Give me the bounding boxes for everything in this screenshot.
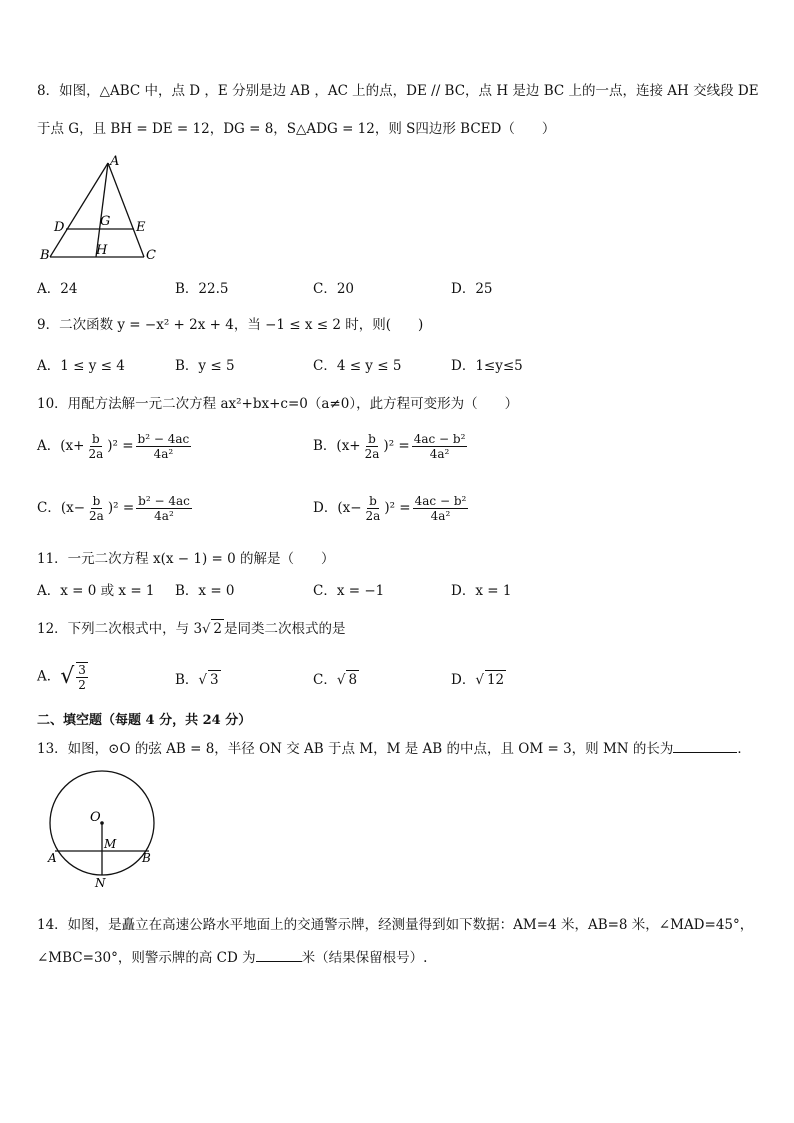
q8-option-d[interactable]: D．25 [451, 281, 493, 297]
q10-option-a[interactable]: A．(x+ $\frac{b}{2a}$ )² = $\frac{\text{b² − 4ac}}{\text{4a²}}$ [37, 432, 190, 461]
q12-option-a[interactable]: A．√ $\frac{3}{2}$ [37, 663, 86, 692]
label-D: D [54, 220, 65, 235]
circle-figure [44, 765, 164, 890]
label-G: G [100, 214, 111, 229]
q9-option-c[interactable]: C．4 ≤ y ≤ 5 [313, 358, 402, 374]
q11-option-c[interactable]: C．x = −1 [313, 583, 385, 599]
q12-option-d[interactable]: D．√ 12 [451, 672, 505, 688]
q11-option-a[interactable]: A．x = 0 或 x = 1 [37, 583, 155, 599]
q13-stem: 13．如图，⊙O 的弦 AB = 8，半径 ON 交 AB 于点 M，M 是 AB 的中点，且 OM = 3，则 MN 的长为 ． [37, 738, 751, 758]
q12-option-c[interactable]: C．√ 8 [313, 672, 358, 688]
q10-stem: 10．用配方法解一元二次方程 ax²+bx+c=0（a≠0），此方程可变形为（ ） [37, 396, 519, 412]
q11-option-d[interactable]: D．x = 1 [451, 583, 512, 599]
q8-stem-line2: 于点 G，且 BH = DE = 12，DG = 8，S△ADG = 12，则 S四边形 BCED（ ） [37, 121, 556, 137]
q14-answer-blank[interactable] [256, 947, 302, 962]
q10-option-d[interactable]: D．(x− $\frac{b}{2a}$ )² = $\frac{\text{4ac − b²}}{\text{4a²}}$ [313, 494, 467, 523]
label-E: E [136, 220, 146, 235]
label-A: A [48, 851, 57, 865]
q9-option-d[interactable]: D．1≤y≤5 [451, 358, 523, 374]
q9-stem: 9．二次函数 y = −x² + 2x + 4，当 −1 ≤ x ≤ 2 时，则( ) [37, 317, 424, 333]
q8-option-a[interactable]: A．24 [37, 281, 78, 297]
q9-option-a[interactable]: A．1 ≤ y ≤ 4 [37, 358, 125, 374]
q9-option-b[interactable]: B．y ≤ 5 [175, 358, 235, 374]
q14-stem-line1: 14．如图，是矗立在高速公路水平地面上的交通警示牌，经测量得到如下数据：AM=4 米，AB=8 米，∠MAD=45°， [37, 917, 754, 933]
label-H: H [96, 243, 108, 258]
q12-option-b[interactable]: B．√ 3 [175, 672, 219, 688]
q8-stem-line1: 8．如图，△ABC 中，点 D ，E 分别是边 AB ，AC 上的点，DE // BC，点 H 是边 BC 上的一点，连接 AH 交线段 DE [37, 83, 759, 99]
q8-option-c[interactable]: C．20 [313, 281, 355, 297]
label-O: O [90, 810, 101, 825]
q11-option-b[interactable]: B．x = 0 [175, 583, 235, 599]
label-B: B [40, 248, 50, 263]
section-heading: 二、填空题（每题 4 分，共 24 分） [37, 713, 252, 728]
q10-option-b[interactable]: B．(x+ $\frac{b}{2a}$ )² = $\frac{\text{4ac − b²}}{\text{4a²}}$ [313, 432, 466, 461]
label-M: M [104, 837, 117, 851]
triangle-figure [36, 153, 166, 263]
label-A: A [110, 154, 120, 169]
q12-stem: 12．下列二次根式中，与 3√ 2 是同类二次根式的是 [37, 621, 346, 637]
q14-stem-line2: ∠MBC=30°，则警示牌的高 CD 为 米（结果保留根号）. [37, 947, 427, 967]
q11-stem: 11．一元二次方程 x(x − 1) = 0 的解是（ ） [37, 551, 335, 567]
label-C: C [146, 248, 156, 263]
label-B: B [142, 851, 151, 865]
q10-option-c[interactable]: C．(x− $\frac{b}{2a}$ )² = $\frac{\text{b² − 4ac}}{\text{4a²}}$ [37, 494, 190, 523]
label-N: N [95, 876, 106, 890]
q8-option-b[interactable]: B．22.5 [175, 281, 229, 297]
q13-answer-blank[interactable] [673, 738, 737, 753]
